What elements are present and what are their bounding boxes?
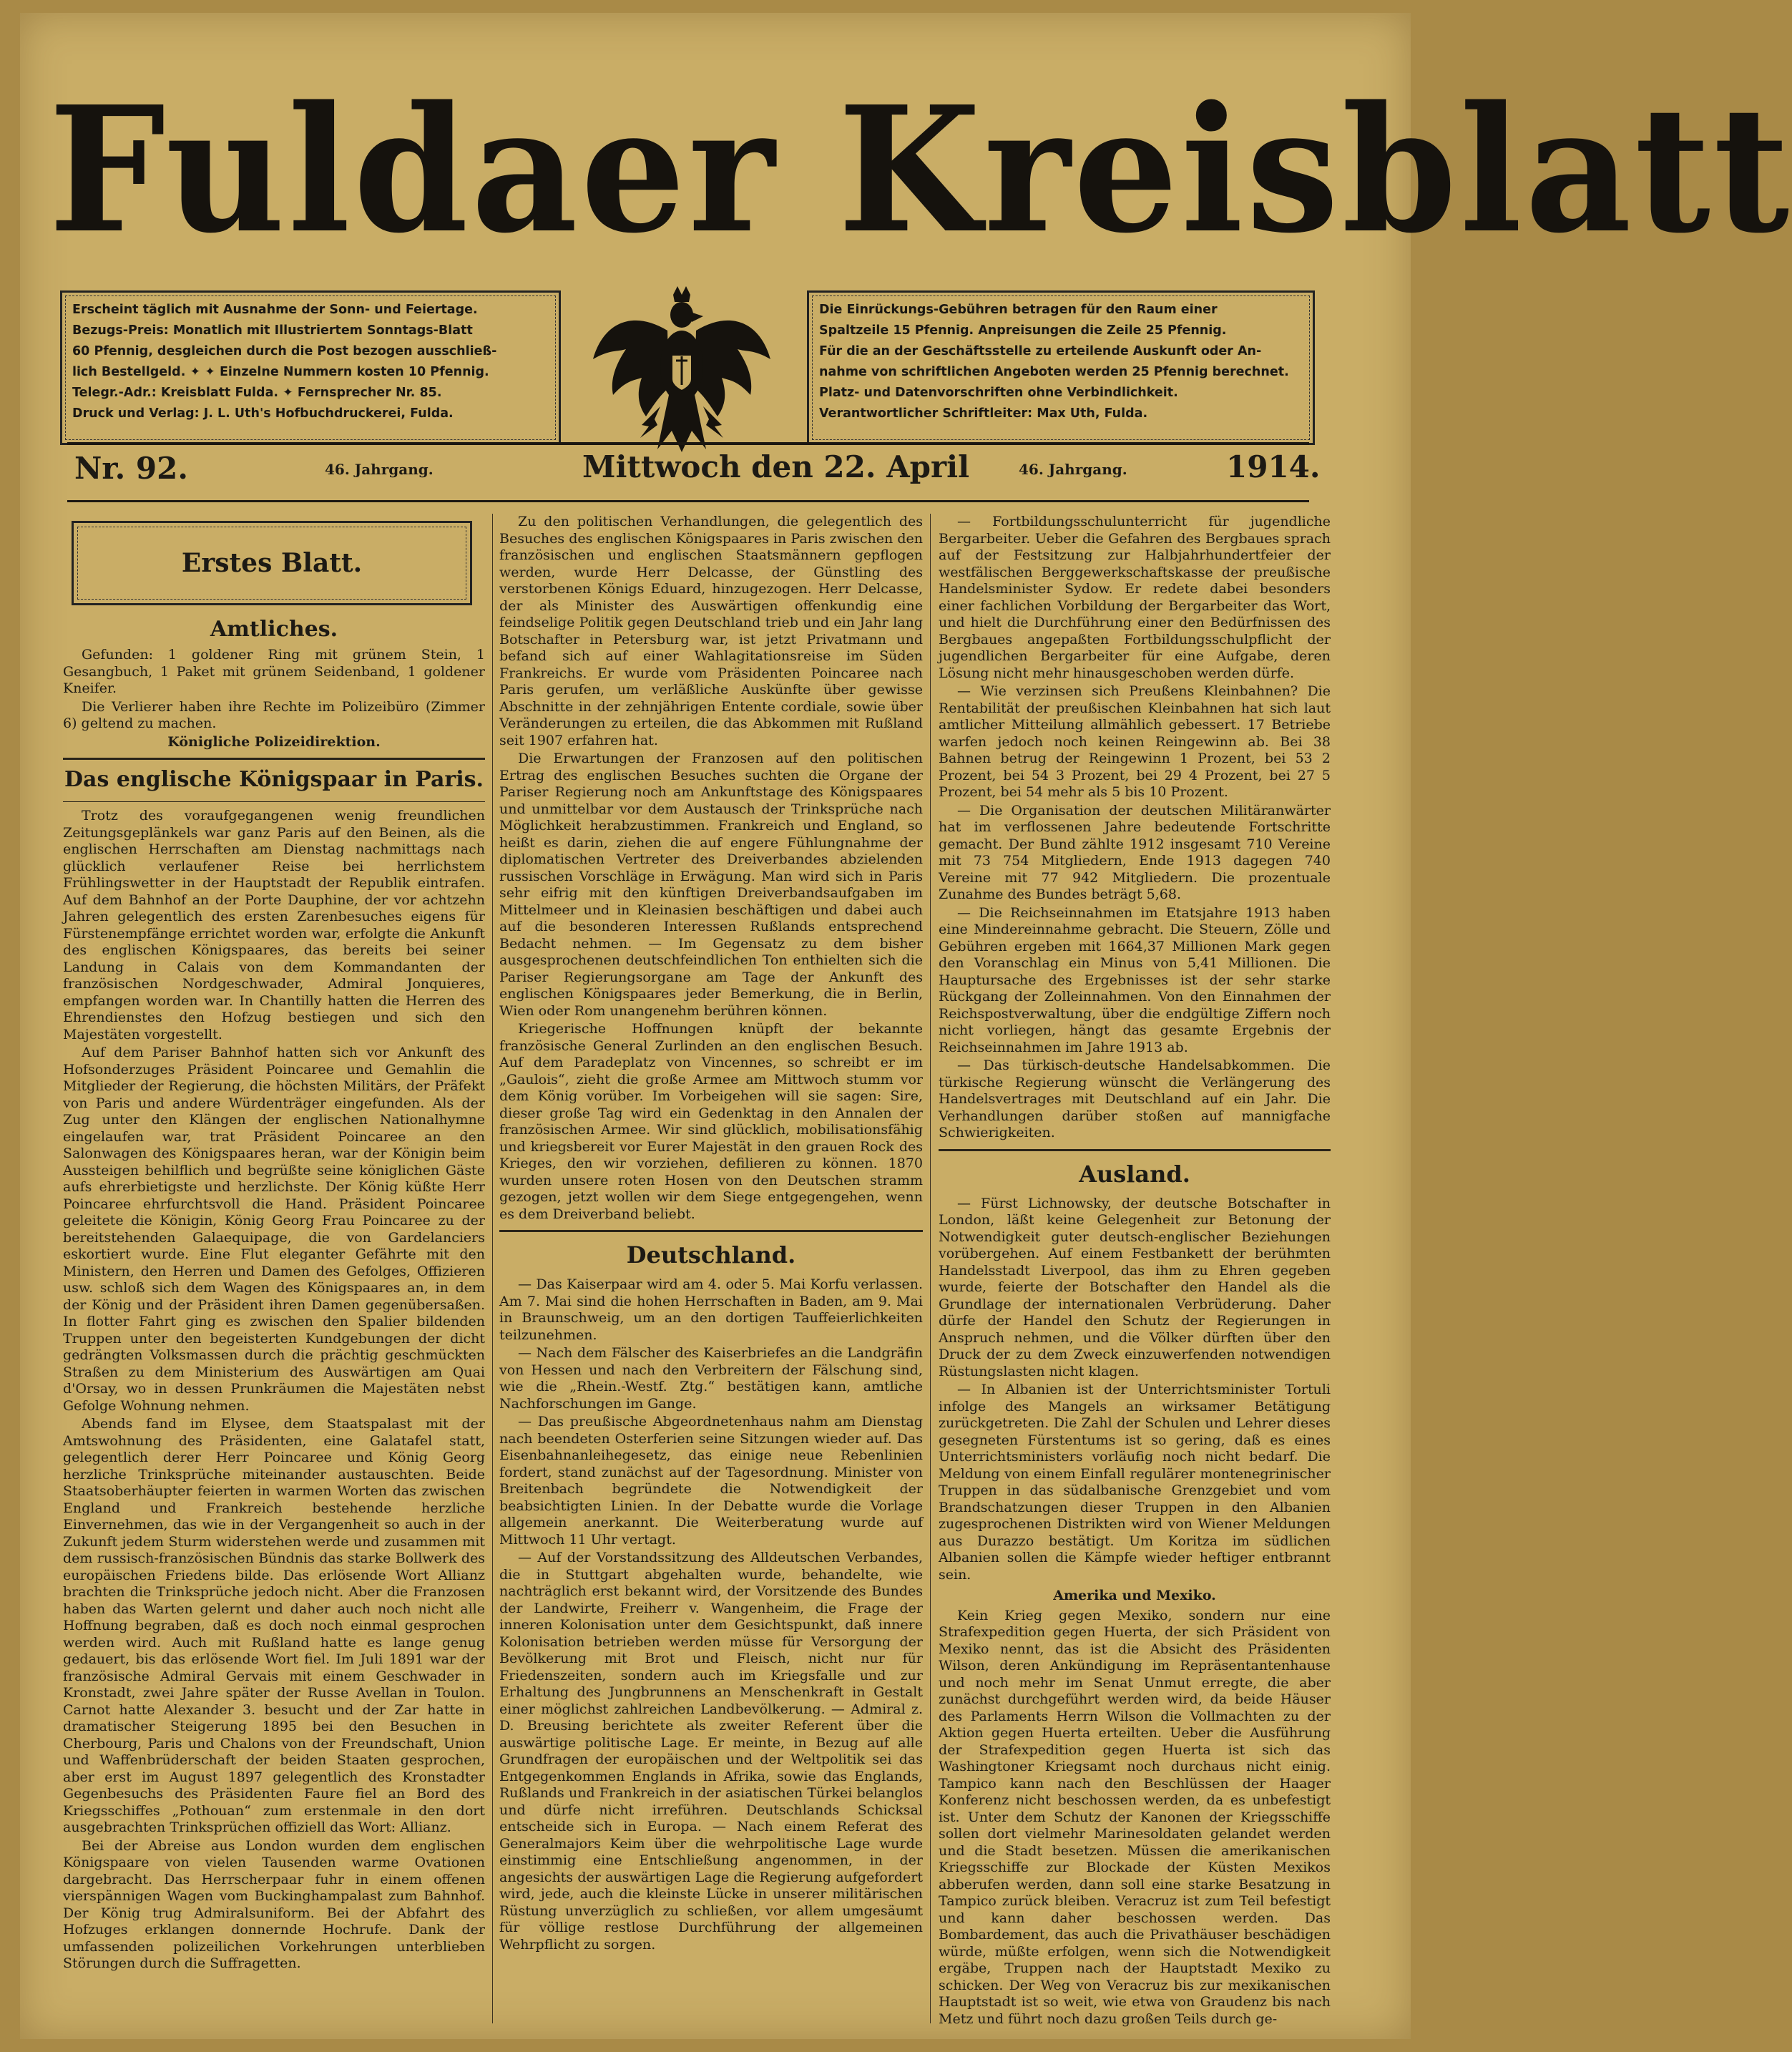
info-line: Telegr.-Adr.: Kreisblatt Fulda. ✦ Fernsprecher Nr. 85. (72, 386, 442, 400)
info-line: nahme von schriftlichen Angeboten werden 25 Pfennig berechnet. (819, 365, 1289, 379)
newspaper-page (20, 13, 1792, 2039)
news-item: — Fürst Lichnowsky, der deutsche Botschafter in London, läßt keine Gelegenheit zur Betonung der Notwendigkeit guter deutsch-englischer Beziehungen vorübergehen. Auf einem Festbankett der berühmten Handelsstadt Liverpool, das ihm zu Ehren gegeben wurde, feierte der Botschafter den Handel als die Grundlage der internationalen Verbrüderung. Daher dürfe der Handel den Schutz der Regierungen in Anspruch nehmen, und die Völker dürften über den Druck der zu dem Zweck einzuwerfenden notwendigen Rüstungslasten nicht klagen. (939, 1195, 1331, 1379)
info-line: Für die an der Geschäftsstelle zu erteilende Auskunft oder An- (819, 344, 1262, 358)
masthead-title: Fuldaer Kreisblatt (49, 69, 1792, 272)
column-divider (492, 514, 493, 2023)
article-paragraph: Abends fand im Elysee, dem Staatspalast mit der Amtswohnung des Präsidenten, eine Galatafel statt, gelegentlich derer Herr Poincaree und König Georg herzliche Trinksprüche miteinander austauschten. Beide Staatsoberhäupter feierten in warmen Worten das zwischen England und Frankreich bestehende herzliche Einvernehmen, das wie in der Vergangenheit so auch in der Zukunft jedem Sturm widerstehen werde und zusammen mit dem russisch-französischen Bündnis das starke Bollwerk des europäischen Friedens bilde. Das erlösende Wort Allianz brachten die Trinksprüche jedoch nicht. Aber die Franzosen haben das Warten gelernt und daher auch noch nicht alle Hoffnung begraben, daß es doch noch einmal gesprochen werden wird. Auch mit Rußland hatte es lange genug gedauert, bis das erlösende Wort fiel. Im Juli 1891 war der französische Admiral Gervais mit einem Geschwader in Kronstadt, zwei Jahre später der Russe Avellan in Toulon. Carnot hatte Alexander 3. besucht und der Zar hatte in dramatischer Steigerung 1895 bei den Besuchen in Cherbourg, Paris und Chalons von der Freundschaft, Union und Waffenbrüderschaft der beiden Staaten gesprochen, aber erst im August 1897 gelegentlich des Kronstadter Gegenbesuchs des Präsidenten Faure fiel an Bord des Kriegsschiffes „Pothouan“ zum erstenmale in den dort ausgebrachten Trinksprüchen offiziell das Wort: Allianz. (63, 1416, 485, 1835)
news-item: — Das Kaiserpaar wird am 4. oder 5. Mai Korfu verlassen. Am 7. Mai sind die hohen Herrschaften in Baden, am 9. Mai in Braunschweig, um an den dortigen Tauffeierlichkeiten teilzunehmen. (499, 1276, 923, 1343)
info-line: 60 Pfennig, desgleichen durch die Post bezogen ausschließ- (72, 344, 497, 358)
article-paragraph: Kein Krieg gegen Mexiko, sondern nur eine Strafexpedition gegen Huerta, der sich Präsident von Mexiko nennt, das ist die Absicht des Präsidenten Wilson, deren Ankündigung im Repräsentantenhause und noch mehr im Senat Unmut erregte, die aber zunächst durchgeführt werden wird, da beide Häuser des Parlaments Herrn Wilson die Vollmachten zu der Aktion gegen Huerta erteilten. Ueber die Ausführung der Strafexpedition gegen Huerta ist sich das Washingtoner Kriegsamt noch durchaus nicht einig. Tampico kann nach den Beschlüssen der Haager Konferenz nicht beschossen werden, da es unbefestigt ist. Unter dem Schutz der Kanonen der Kriegsschiffe sollen dort vielmehr Marinesoldaten gelandet werden und die Stadt besetzen. Müssen die amerikanischen Kriegsschiffe zur Blockade der Küsten Mexikos abberufen werden, dann soll eine starke Besatzung in Tampico zurück bleiben. Veracruz ist zum Teil befestigt und kann daher beschossen werden. Das Bombardement, das auch die Privathäuser beschädigen würde, müßte erfolgen, wenn sich die Notwendigkeit ergäbe, Truppen nach der Hauptstadt Mexiko zu schicken. Der Weg von Veracruz bis zur mexikanischen Hauptstadt ist so weit, wie etwa von Graudenz bis nach Metz und führt noch dazu großen Teils durch ge- (939, 1607, 1331, 2027)
info-line: Bezugs-Preis: Monatlich mit Illustriertem Sonntags-Blatt (72, 323, 473, 338)
info-line: Die Einrückungs-Gebühren betragen für den Raum einer (819, 303, 1218, 317)
heading-deutschland: Deutschland. (626, 1241, 796, 1269)
article-paragraph: Die Erwartungen der Franzosen auf den politischen Ertrag des englischen Besuches suchten die Organe der Pariser Regierung noch am Ankunftstage des Königspaares und unmittelbar vor dem Austausch der Trinksprüche nach Möglichkeit herabzustimmen. Frankreich und England, so heißt es darin, ziehen die auf engere Fühlungnahme der diplomatischen Vertreter des Dreiverbandes abzielenden russischen Vorschläge in Erwägung. Man wird sich in Paris sehr eifrig mit den künftigen Dreiverbandsaufgaben im Mittelmeer und in Kleinasien beschäftigen und dabei auch auf die besonderen Interessen Rußlands entsprechend Bedacht nehmen. — Im Gegensatz zu dem bisher ausgesprochenen deutschfeindlichen Ton enthielten sich die Pariser Regierungsorgane am Tage der Ankunft des englischen Königspaares jeder Bemerkung, die in Berlin, Wien oder Rom unangenehm berühren können. (499, 751, 923, 1019)
subheading-amerika-mexiko: Amerika und Mexiko. (1053, 1588, 1216, 1603)
article-paragraph: Trotz des voraufgegangenen wenig freundlichen Zeitungsgeplänkels war ganz Paris auf den Beinen, als die englischen Herrschaften am Dienstag nachmittags nach glücklich verlaufener Reise bei herrlichstem Frühlingswetter in der Hauptstadt der Republik eintrafen. Auf dem Bahnhof an der Porte Dauphine, der vor achtzehn Jahren gelegentlich des ersten Zarenbesuches eigens für Fürstenempfänge errichtet worden war, erfolgte die Ankunft des englischen Königspaares, das bereits bei seiner Landung in Calais von dem Kommandanten der französischen Nordgeschwader, Admiral Jonquieres, empfangen worden war. In Chantilly hatten die Herren des Ehrendienstes den Hofzug bestiegen und sich den Majestäten vorgestellt. (63, 808, 485, 1042)
news-item: — Fortbildungsschulunterricht für jugendliche Bergarbeiter. Ueber die Gefahren des Bergbaues sprach auf der Festsitzung zur Halbjahrhundertfeier der westfälischen Berggewerkschaftskasse der preußische Handelsminister Sydow. Er redete dabei besonders einer fachlichen Vorbildung der Bergarbeiter das Wort, und hielt die Durchführung einer den Bedürfnissen des Bergbaues angepaßten Fortbildungsschulpflicht der jugendlichen Bergarbeiter für eine Aufgabe, deren Lösung nicht mehr hinausgeschoben werden dürfe. (939, 514, 1331, 681)
separator (939, 1149, 1331, 1151)
heading-ausland: Ausland. (1079, 1160, 1190, 1188)
column-three (939, 514, 1331, 2031)
info-line: Platz- und Datenvorschriften ohne Verbindlichkeit. (819, 386, 1178, 400)
separator (63, 758, 485, 760)
news-item: — Auf der Vorstandssitzung des Alldeutschen Verbandes, die in Stuttgart abgehalten wurde, behandelte, wie nachträglich erst bekannt wird, der Vorsitzende des Bundes der Landwirte, Freiherr v. Wangenheim, die Frage der inneren Kolonisation unter dem Gesichtspunkt, daß innere Kolonisation betrieben werden müsse für Versorgung der Bevölkerung mit Brot und Fleisch, nicht nur für Friedenszeiten, sondern auch im Kriegsfalle und zur Erhaltung des Jungbrunnens an Menschenkraft in Gestalt einer möglichst zahlreichen Landbevölkerung. — Admiral z. D. Breusing berichtete als zweiter Referent über die auswärtige politische Lage. Er meinte, in Bezug auf alle Grundfragen der europäischen und der Weltpolitik sei das Entgegenkommen Englands in Afrika, sowie das Englands, Rußlands und Frankreich in der asiatischen Türkei belanglos und dürfe nicht irreführen. Deutschlands Schicksal entscheide sich in Europa. — Nach einem Referat des Generalmajors Keim über die wehrpolitische Lage wurde einstimmig eine Entschließung angenommen, in der angesichts der auswärtigen Lage die Regierung aufgefordert wird, jede, auch die kleinste Lücke in unserer militärischen Rüstung unverzüglich zu schließen, vor allem umgesäumt für völlige restlose Durchführung der allgemeinen Wehrpflicht zu sorgen. (499, 1550, 923, 1953)
article-paragraph: Die Verlierer haben ihre Rechte im Polizeibüro (Zimmer 6) geltend zu machen. (63, 698, 485, 731)
info-line: Spaltzeile 15 Pfennig. Anpreisungen die Zeile 25 Pfennig. (819, 323, 1227, 338)
news-item: — Das türkisch-deutsche Handelsabkommen. Die türkische Regierung wünscht die Verlängerung des Handelsvertrages mit Deutschland auf ein Jahr. Die Verhandlungen darüber stoßen auf mannigfache Schwierigkeiten. (939, 1057, 1331, 1140)
info-line: lich Bestellgeld. ✦ ✦ Einzelne Nummern kosten 10 Pfennig. (72, 365, 489, 379)
issue-number: Nr. 92. (74, 451, 188, 486)
article-paragraph: Auf dem Pariser Bahnhof hatten sich vor Ankunft des Hofsonderzuges Präsident Poincaree und Gemahlin die Mitglieder der Regierung, die höchsten Militärs, der Präfekt von Paris und andere Würdenträger eingefunden. Als der Zug unter den Klängen der englischen Nationalhymne eingelaufen war, trat Präsident Poincaree an den Salonwagen des Königspaares heran, war der Königin beim Aussteigen behilflich und begrüßte seine königlichen Gäste aufs ehrerbietigste und herzlichste. Der König küßte Herr Poincaree ehrfurchtsvoll die Hand. Präsident Poincaree geleitete die Königin, König Georg Frau Poincaree zu der bereitstehenden Galaequipage, die von Gardelanciers eskortiert wurde. Eine Flut eleganter Gefährte mit den Ministern, den Herren und Damen des Gefolges, Offizieren usw. schloß sich dem Wagen des Königspaares an, in dem der König und der Präsident ihren Damen gegenübersaßen. In flotter Fahrt ging es zwischen den Spalier bildenden Truppen unter den begeisterten Kundgebungen der dicht gedrängten Volksmassen durch die prächtig geschmückten Straßen zu dem Ministerium des Auswärtigen am Quai d'Orsay, wo in dessen Prunkräumen die Majestäten nebst Gefolge Wohnung nehmen. (63, 1045, 485, 1414)
issue-date: Mittwoch den 22. April (582, 449, 970, 484)
news-item: — In Albanien ist der Unterrichtsminister Tortuli infolge des Mangels an wirksamer Betätigung zurückgetreten. Die Zahl der Schulen und Lehrer dieses gesegneten Fürstentums ist so gering, daß es eines Unterrichtsministers vorläufig noch nicht bedarf. Die Meldung von einem Einfall regulärer montenegrinischer Truppen in das südalbanische Grenzgebiet und vom Brandschatzungen dieser Truppen in den Albanien zugesprochenen Distrikten wird von Wiener Meldungen aus Durazzo bestätigt. Um Koritza im südlichen Albanien sollen die Kämpfe wieder heftiger entbrannt sein. (939, 1382, 1331, 1583)
heading-amtliches: Amtliches. (210, 617, 338, 642)
news-item: — Die Reichseinnahmen im Etatsjahre 1913 haben eine Mindereinnahme gebracht. Die Steuern, Zölle und Gebühren ergeben mit 1664,37 Millionen Mark gegen den Voranschlag ein Minus von 5,41 Millionen. Die Hauptursache des Ergebnisses ist der sehr starke Rückgang der Zolleinnahmen. Von den Einnahmen der Reichspostverwaltung, über die endgültige Ziffern noch nicht vorliegen, hängt das gesamte Ergebnis der Reichseinnahmen im Jahre 1913 ab. (939, 904, 1331, 1055)
info-line: Erscheint täglich mit Ausnahme der Sonn- und Feiertage. (72, 303, 478, 317)
article-paragraph: Kriegerische Hoffnungen knüpft der bekannte französische General Zurlinden an den englischen Besuch. Auf dem Paradeplatz von Vincennes, so schreibt er im „Gaulois“, zieht die große Armee am Mittwoch stumm vor dem König vorüber. Im Vorbeigehen will sie sagen: Sire, dieser große Tag wird ein Gedenktag in den Annalen der französischen Armee. Wir sind glücklich, mobilisationsfähig und kriegsbereit vor Eurer Majestät in den grauen Rock des Krieges, den wir vorziehen, defilieren zu können. 1870 wurden unsere roten Hosen von den Deutschen stramm gezogen, jetzt wollen wir dem Siege entgegengehen, wenn es dem Dreiverband beliebt. (499, 1021, 923, 1222)
subscription-info-box (60, 290, 561, 445)
imperial-eagle-icon (589, 280, 775, 456)
volume-label: 46. Jahrgang. (325, 461, 434, 478)
news-item: — Nach dem Fälscher des Kaiserbriefes an die Landgräfin von Hessen und nach den Verbreitern der Fälschung sind, wie die „Rhein.-Westf. Ztg.“ bestätigen kann, amtliche Nachforschungen im Gange. (499, 1345, 923, 1412)
signature-line: Königliche Polizeidirektion. (167, 733, 381, 750)
separator (63, 801, 485, 802)
news-item: — Die Organisation der deutschen Militäranwärter hat im verflossenen Jahre bedeutende Fortschritte gemacht. Der Bund zählte 1912 insgesamt 710 Vereine mit 73 754 Mitgliedern, Ende 1913 dagegen 740 Vereine mit 77 942 Mitgliedern. Die prozentuale Zunahme des Bundes beträgt 5,68. (939, 802, 1331, 902)
article-paragraph: Zu den politischen Verhandlungen, die gelegentlich des Besuches des englischen Königspaares in Paris zwischen den französischen und englischen Staatsmännern gepflogen werden, wurde Herr Delcasse, der Günstling des verstorbenen Königs Eduard, hinzugezogen. Herr Delcasse, der als Minister des Auswärtigen offenkundig eine feindselige Politik gegen Deutschland trieb und ein Jahr lang Botschafter in Petersburg war, ist jetzt Privatmann und befand sich auf einer Wahlagitationsreise im Süden Frankreichs. Er wurde vom Präsidenten Poincaree nach Paris gerufen, um verläßliche Auskünfte über gewisse Abschnitte in der zehnjährigen Entente cordiale, sowie über Veränderungen zu erteilen, die das Abkommen mit Rußland seit 1907 erfahren hat. (499, 514, 923, 748)
news-item: — Wie verzinsen sich Preußens Kleinbahnen? Die Rentabilität der preußischen Kleinbahnen hat sich laut amtlicher Mitteilung allmählich gebessert. 17 Betriebe warfen jedoch noch keinen Reingewinn ab. Bei 38 Bahnen betrug der Reingewinn 1 Prozent, bei 53 2 Prozent, bei 54 3 Prozent, bei 29 4 Prozent, bei 27 5 Prozent, bei 54 mehr als 5 bis 10 Prozent. (939, 683, 1331, 800)
volume-label: 46. Jahrgang. (1019, 461, 1127, 478)
section-box-erstes-blatt: Erstes Blatt. (72, 521, 472, 605)
column-one (63, 514, 485, 2031)
advertising-rates-box (807, 290, 1315, 445)
column-divider (930, 514, 931, 2023)
separator (499, 1230, 923, 1232)
issue-year: 1914. (1226, 449, 1321, 484)
column-two (499, 514, 923, 2031)
info-line: Druck und Verlag: J. L. Uth's Hofbuchdruckerei, Fulda. (72, 406, 454, 421)
article-paragraph: Bei der Abreise aus London wurden dem englischen Königspaare von vielen Tausenden warme Ovationen dargebracht. Das Herrscherpaar fuhr in einem offenen vierspännigen Wagen vom Buckinghampalast zum Bahnhof. Der König trug Admiralsuniform. Bei der Abfahrt des Hofzuges erklangen donnernde Hochrufe. Dank der umfassenden polizeilichen Vorkehrungen unterblieben Störungen durch die Suffragetten. (63, 1837, 485, 1971)
news-item: — Das preußische Abgeordnetenhaus nahm am Dienstag nach beendeten Osterferien seine Sitzungen wieder auf. Das Eisenbahnanleihegesetz, das einige neue Rebenlinien fordert, stand zunächst auf der Tagesordnung. Minister von Breitenbach begründete die Notwendigkeit der beabsichtigten Linien. In der Debatte wurde die Vorlage allgemein anerkannt. Die Weiterberatung wurde auf Mittwoch 11 Uhr vertagt. (499, 1414, 923, 1548)
article-paragraph: Gefunden: 1 goldener Ring mit grünem Stein, 1 Gesangbuch, 1 Paket mit grünem Seidenband, 1 goldener Kneifer. (63, 647, 485, 696)
info-line: Verantwortlicher Schriftleiter: Max Uth, Fulda. (819, 406, 1148, 421)
headline-koenigspaar-paris: Das englische Königspaar in Paris. (64, 767, 484, 792)
dateline (67, 442, 1321, 502)
